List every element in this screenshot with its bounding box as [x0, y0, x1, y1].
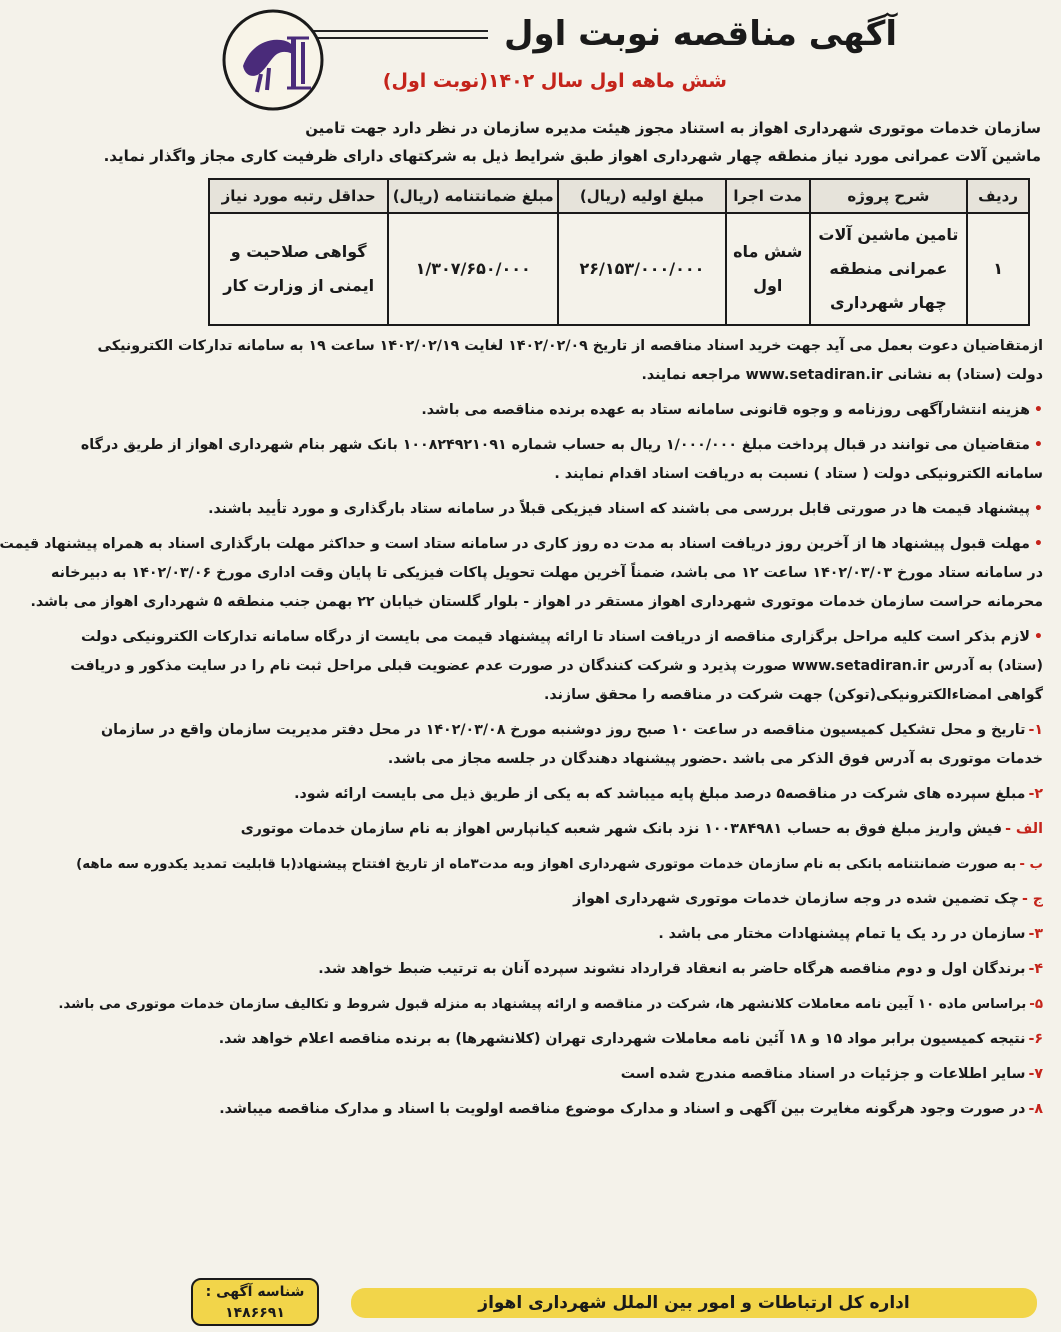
cell-guarantee: ۱/۳۰۷/۶۵۰/۰۰۰ [388, 213, 558, 325]
notice-body [0, 332, 1047, 1124]
item-number: ۸- [1028, 1101, 1043, 1117]
item-number: ج - [1021, 891, 1043, 907]
text-line [195, 815, 1043, 844]
numbered-item [58, 990, 1043, 1019]
title-divider [298, 30, 488, 39]
invitation-paragraph [97, 332, 1043, 390]
numbered-item [195, 780, 1043, 809]
ad-id-badge [191, 1278, 319, 1326]
intro-text [103, 114, 1047, 170]
page-subtitle: شش ماهه اول سال ۱۴۰۲(نوبت اول) [382, 70, 727, 92]
text-line: • مهلت قبول پیشنهاد ها از آخرین روز دریافت اسناد به مدت ده روز کاری در سامانه ستاد است و حداکثر مهلت بارگذاری اسناد به همراه پیشنهاد قیمت [195, 530, 1043, 559]
cell-duration: شش ماه اول [726, 213, 810, 325]
item-number: ۶- [1028, 1031, 1043, 1047]
col-header-guarantee: مبلغ ضمانتنامه (ریال) [388, 179, 558, 213]
bullet-item [195, 495, 1043, 524]
intro-line: سازمان خدمات موتوری شهرداری اهواز به استناد مجوز هیئت مدیره سازمان در نظر دارد جهت تامین [305, 119, 1041, 137]
cell-base-amount: ۲۶/۱۵۳/۰۰۰/۰۰۰ [558, 213, 726, 325]
numbered-item [195, 920, 1043, 949]
item-number: ۱- [1028, 722, 1043, 738]
item-number: ۳- [1028, 926, 1043, 942]
text-line: ازمتقاضیان دعوت بعمل می آید جهت خرید اسناد مناقصه از تاریخ ۱۴۰۲/۰۲/۰۹ لغایت ۱۴۰۲/۰۲/۱۹ ساعت ۱۹ به سامانه تدارکات الکترونیکی [97, 338, 1043, 354]
text-line [195, 885, 1043, 914]
municipality-logo-icon [221, 8, 325, 112]
page-title: آگهی مناقصه نوبت اول [504, 14, 897, 54]
text-line [195, 780, 1043, 809]
ad-id-value: ۱۴۸۶۶۹۱ [225, 1305, 285, 1321]
bullet-item [80, 431, 1043, 489]
col-header-duration: مدت اجرا [726, 179, 810, 213]
text-line: • پیشنهاد قیمت ها در صورتی قابل بررسی می باشند که اسناد فیزیکی قبلاً در سامانه ستاد بارگذاری و مورد تأیید باشند. [195, 495, 1043, 524]
header [191, 6, 1047, 114]
item-text: در صورت وجود هرگونه مغایرت بین آگهی و اسناد و مدارک موضوع مناقصه اولویت با اسناد و مدارک مناقصه میباشد. [219, 1101, 1026, 1117]
text-line [76, 850, 1043, 879]
text-line [195, 1025, 1043, 1054]
item-number: ۷- [1028, 1066, 1043, 1082]
sub-item [76, 850, 1043, 879]
item-text: برندگان اول و دوم مناقصه هرگاه حاضر به انعقاد قرارداد نشوند سپرده آنان به ترتیب ضبط خواهد شد. [318, 961, 1026, 977]
bullet-item [195, 396, 1043, 425]
numbered-item [195, 1025, 1043, 1054]
text-line: دولت (ستاد) به نشانی www.setadiran.ir مراجعه نمایند. [641, 367, 1043, 383]
item-text: سایر اطلاعات و جزئیات در اسناد مناقصه مندرج شده است [620, 1066, 1026, 1082]
item-text: سازمان در رد یک یا تمام پیشنهادات مختار می باشد . [658, 926, 1026, 942]
text-line: • لازم بذکر است کلیه مراحل برگزاری مناقصه از دریافت اسناد تا ارائه پیشنهاد قیمت می بایست از درگاه سامانه تدارکات الکترونیکی دولت [195, 623, 1043, 652]
text-line: • هزینه انتشارآگهی روزنامه و وجوه قانونی سامانه ستاد به عهده برنده مناقصه می باشد. [195, 396, 1043, 425]
item-number: ۴- [1028, 961, 1043, 977]
text-line: خدمات موتوری به آدرس فوق الذکر می باشد .حضور پیشنهاد دهندگان در جلسه مجاز می باشد. [387, 751, 1043, 767]
sub-item [195, 815, 1043, 844]
ad-id-label: شناسه آگهی : [205, 1284, 305, 1300]
table-row [209, 213, 1029, 325]
cell-row-no: ۱ [967, 213, 1029, 325]
cell-min-grade: گواهی صلاحیت و ایمنی از وزارت کار [209, 213, 388, 325]
bullet-item [0, 530, 1043, 617]
sub-item [195, 885, 1043, 914]
item-text: فیش واریز مبلغ فوق به حساب ۱۰۰۳۸۴۹۸۱ نزد بانک شهر شعبه کیانپارس اهواز به نام سازمان خدمات موتوری [240, 821, 1003, 837]
item-number: ب - [1019, 857, 1043, 872]
item-text: تاریخ و محل تشکیل کمیسیون مناقصه در ساعت ۱۰ صبح روز دوشنبه مورخ ۱۴۰۲/۰۳/۰۸ در محل دفتر مدیریت سازمان واقع در سازمان [100, 722, 1026, 738]
numbered-item [195, 955, 1043, 984]
tender-table [208, 178, 1030, 326]
text-line [195, 920, 1043, 949]
text-line: سامانه الکترونیکی دولت ( ستاد ) نسبت به دریافت اسناد اقدام نمایند . [554, 466, 1043, 482]
col-header-row-no: ردیف [967, 179, 1029, 213]
col-header-base-amount: مبلغ اولیه (ریال) [558, 179, 726, 213]
col-header-description: شرح پروژه [810, 179, 968, 213]
item-text: براساس ماده ۱۰ آیین نامه معاملات کلانشهر ها، شرکت در مناقصه و ارائه پیشنهاد به منزله قبول شروط و تکالیف سازمان خدمات موتوری می باشد. [58, 997, 1027, 1012]
cell-description: تامین ماشین آلات عمرانی منطقه چهار شهرداری [810, 213, 968, 325]
footer [191, 1278, 1047, 1326]
text-line [100, 716, 1043, 745]
text-line: در سامانه ستاد مورخ ۱۴۰۲/۰۳/۰۳ ساعت ۱۲ می باشد، ضمناً آخرین مهلت تحویل پاکات فیزیکی تا پایان وقت اداری مورخ ۱۴۰۲/۰۳/۰۶ به دبیرخانه [51, 565, 1043, 581]
intro-line: ماشین آلات عمرانی مورد نیاز منطقه چهار شهرداری اهواز طبق شرایط ذیل به شرکتهای دارای ظرفیت کاری مجاز واگذار نماید. [103, 147, 1041, 165]
item-text: به صورت ضمانتنامه بانکی به نام سازمان خدمات موتوری شهرداری اهواز وبه مدت۳ماه از تاریخ افتتاح پیشنهاد(با قابلیت تمدید یکدوره سه ماهه) [76, 857, 1017, 872]
numbered-item [100, 716, 1043, 774]
item-text: مبلغ سپرده های شرکت در مناقصه۵ درصد مبلغ پایه میباشد که به یکی از طریق ذیل می بایست ارائه شود. [294, 786, 1026, 802]
table-header-row [209, 179, 1029, 213]
department-banner: اداره کل ارتباطات و امور بین الملل شهرداری اهواز [351, 1288, 1037, 1318]
text-line [195, 1095, 1043, 1124]
numbered-item [195, 1060, 1043, 1089]
item-number: ۲- [1028, 786, 1043, 802]
bullet-item [70, 623, 1043, 710]
text-line [195, 955, 1043, 984]
item-text: چک تضمین شده در وجه سازمان خدمات موتوری شهرداری اهواز [573, 891, 1019, 907]
text-line: (ستاد) به آدرس www.setadiran.ir صورت پذیرد و شرکت کنندگان در صورت عدم عضویت قبلی مراحل ثبت نام را در سایت مذکور و دریافت [70, 658, 1043, 674]
text-line [195, 1060, 1043, 1089]
item-number: الف - [1005, 821, 1043, 837]
item-number: ۵- [1029, 997, 1043, 1012]
text-line: • متقاضیان می توانند در قبال پرداخت مبلغ ۱/۰۰۰/۰۰۰ ریال به حساب شماره ۱۰۰۸۲۴۹۲۱۰۹۱ بانک شهر بنام شهرداری اهواز از طریق درگاه [195, 431, 1043, 460]
item-text: نتیجه کمیسیون برابر مواد ۱۵ و ۱۸ آئین نامه معاملات شهرداری تهران (کلانشهرها) به برنده مناقصه اعلام خواهد شد. [218, 1031, 1026, 1047]
text-line [58, 990, 1043, 1019]
col-header-min-grade: حداقل رتبه مورد نیاز [209, 179, 388, 213]
text-line: محرمانه حراست سازمان خدمات موتوری شهرداری اهواز مستقر در اهواز - بلوار گلستان خیابان ۲۲ بهمن جنب منطقه ۵ شهرداری اهواز می باشد. [30, 594, 1043, 610]
text-line: گواهی امضاءالکترونیکی(توکن) جهت شرکت در مناقصه را محقق سازند. [543, 687, 1043, 703]
numbered-item [195, 1095, 1043, 1124]
